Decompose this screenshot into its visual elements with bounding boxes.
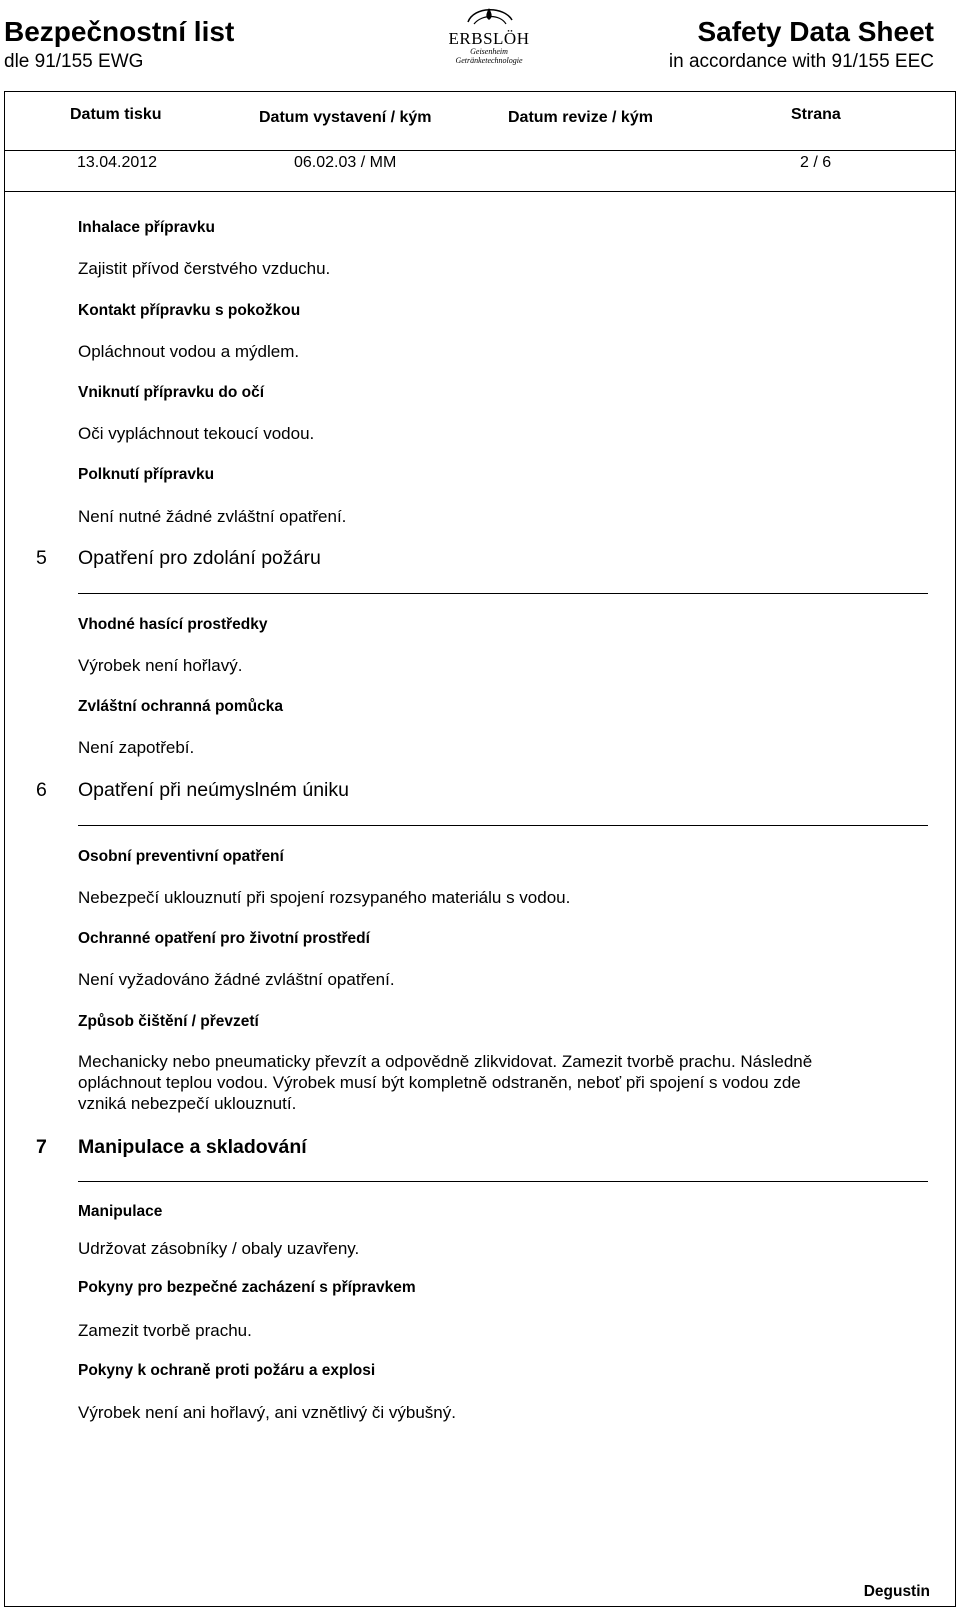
label-ingestion: Polknutí přípravku: [78, 466, 215, 483]
document-info-table: [4, 91, 956, 192]
label-fire-protection: Pokyny k ochraně proti požáru a explosi: [78, 1362, 376, 1379]
section-7-number: 7: [36, 1136, 47, 1158]
title-czech: Bezpečnostní list: [4, 16, 235, 47]
subtitle-czech: dle 91/155 EWG: [4, 51, 144, 72]
section-6-number: 6: [36, 779, 47, 801]
section-5-number: 5: [36, 547, 47, 569]
label-extinguishing-media: Vhodné hasící prostředky: [78, 616, 268, 633]
label-safe-handling: Pokyny pro bezpečné zacházení s přípravkem: [78, 1279, 416, 1296]
drop-emblem-icon: [460, 2, 518, 30]
text-cleanup-method: [78, 1051, 908, 1114]
label-skin-contact: Kontakt přípravku s pokožkou: [78, 302, 301, 319]
value-page: 2 / 6: [800, 154, 832, 171]
logo-tagline: Getränketechnologie: [455, 56, 523, 65]
text-personal-precautions: Nebezpečí uklouznutí při spojení rozsypaného materiálu s vodou.: [78, 888, 571, 907]
header-revision-date: Datum revize / kým: [508, 109, 653, 126]
text-environmental-precautions: Není vyžadováno žádné zvláštní opatření.: [78, 970, 395, 989]
section-7-rule: [78, 1181, 928, 1182]
section-6-title: Opatření při neúmyslném úniku: [78, 779, 349, 801]
header-print-date: Datum tisku: [70, 106, 162, 123]
company-logo: [434, 2, 544, 70]
value-print-date: 13.04.2012: [77, 154, 158, 171]
text-safe-handling: Zamezit tvorbě prachu.: [78, 1321, 252, 1340]
logo-name: ERBSLÖH: [448, 29, 530, 48]
header-issue-date: Datum vystavení / kým: [259, 109, 432, 126]
cleanup-line-3: vzniká nebezpečí uklouznutí.: [78, 1094, 297, 1113]
label-eye-contact: Vniknutí přípravku do očí: [78, 384, 265, 401]
text-extinguishing-media: Výrobek není hořlavý.: [78, 656, 243, 675]
section-6-rule: [78, 825, 928, 826]
text-eye-contact: Oči vypláchnout tekoucí vodou.: [78, 424, 315, 443]
label-cleanup-method: Způsob čištění / převzetí: [78, 1013, 259, 1030]
label-personal-precautions: Osobní preventivní opatření: [78, 848, 284, 865]
cleanup-line-2: opláchnout teplou vodou. Výrobek musí být kompletně odstraněn, neboť při spojení s vodou zde: [78, 1073, 801, 1092]
label-environmental-precautions: Ochranné opatření pro životní prostředí: [78, 930, 370, 947]
subtitle-english: in accordance with 91/155 EEC: [668, 51, 934, 72]
label-protective-equipment: Zvláštní ochranná pomůcka: [78, 698, 283, 715]
text-skin-contact: Opláchnout vodou a mýdlem.: [78, 342, 300, 361]
text-protective-equipment: Není zapotřebí.: [78, 738, 195, 757]
logo-place: Geisenheim: [470, 47, 508, 56]
value-issue-date: 06.02.03 / MM: [294, 154, 397, 171]
label-handling: Manipulace: [78, 1203, 163, 1220]
product-name: Degustin: [863, 1583, 930, 1600]
section-5-title: Opatření pro zdolání požáru: [78, 547, 321, 569]
text-handling: Udržovat zásobníky / obaly uzavřeny.: [78, 1239, 360, 1258]
title-english: Safety Data Sheet: [697, 16, 934, 47]
label-inhalation: Inhalace přípravku: [78, 219, 215, 236]
text-ingestion: Není nutné žádné zvláštní opatření.: [78, 507, 347, 526]
section-7-title: Manipulace a skladování: [78, 1136, 307, 1158]
text-inhalation: Zajistit přívod čerstvého vzduchu.: [78, 259, 331, 278]
text-fire-protection: Výrobek není ani hořlavý, ani vznětlivý či výbušný.: [78, 1403, 456, 1422]
section-5-rule: [78, 593, 928, 594]
cleanup-line-1: Mechanicky nebo pneumaticky převzít a odpovědně zlikvidovat. Zamezit tvorbě prachu. Následně: [78, 1052, 813, 1071]
header-page: Strana: [791, 106, 841, 123]
